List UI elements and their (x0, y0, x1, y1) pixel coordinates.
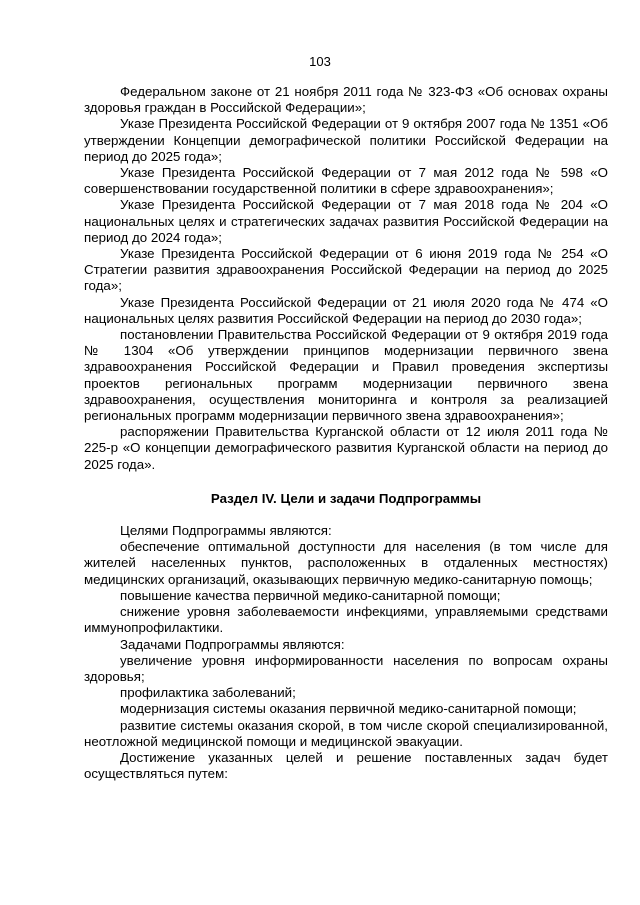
paragraph-task-emergency: развитие системы оказания скорой, в том числе скорой специализированной, неотложной медицинской помощи и медицинской эвакуации. (84, 717, 608, 749)
paragraph-order-225r: распоряжении Правительства Курганской области от 12 июля 2011 года № 225-р «О концепции демографического развития Курганской области на период до 2025 года». (84, 424, 608, 472)
paragraph-achievement: Достижение указанных целей и решение поставленных задач будет осуществляться путем: (84, 749, 608, 782)
section-heading: Раздел IV. Цели и задачи Подпрограммы (210, 490, 482, 506)
paragraph-resolution-1304: постановлении Правительства Российской Федерации от 9 октября 2019 года № 1304 «Об утверждении принципов модернизации первичного звена здравоохранения Российской Федерации и Правил проведения экспертизы проектов региональных программ модернизации первичного звена здравоохранения, осуществления мониторинга и контроля за реализацией региональных программ модернизации первичного звена здравоохранения»; (84, 327, 608, 424)
document-body (84, 84, 608, 782)
paragraph-goal-immunization: снижение уровня заболеваемости инфекциями, управляемыми средствами иммунопрофилактики. (84, 604, 608, 636)
paragraph-task-prevention: профилактика заболеваний; (120, 685, 296, 701)
paragraph-goal-availability: обеспечение оптимальной доступности для населения (в том числе для жителей населенных пунктов, расположенных в отдаленных местностях) медицинских организаций, оказывающих первичную медико-санитарную помощь; (84, 539, 608, 587)
paragraph-tasks-intro: Задачами Подпрограммы являются: (120, 636, 345, 652)
paragraph-task-awareness: увеличение уровня информированности населения по вопросам охраны здоровья; (84, 652, 608, 684)
paragraph-decree-254: Указе Президента Российской Федерации от 6 июня 2019 года № 254 «О Стратегии развития здравоохранения Российской Федерации на период до 2025 года»; (84, 246, 608, 294)
paragraph-goal-quality: повышение качества первичной медико-санитарной помощи; (120, 587, 501, 603)
paragraph-decree-204: Указе Президента Российской Федерации от 7 мая 2018 года № 204 «О национальных целях и стратегических задачах развития Российской Федерации на период до 2024 года»; (84, 197, 608, 245)
paragraph-decree-474: Указе Президента Российской Федерации от 21 июля 2020 года № 474 «О национальных целях развития Российской Федерации на период до 2030 года»; (84, 294, 608, 326)
paragraph-law-323: Федеральном законе от 21 ноября 2011 года № 323-ФЗ «Об основах охраны здоровья граждан в Российской Федерации»; (84, 84, 608, 116)
paragraph-decree-1351: Указе Президента Российской Федерации от 9 октября 2007 года № 1351 «Об утверждении Концепции демографической политики Российской Федерации на период до 2025 года»; (84, 116, 608, 164)
paragraph-goals-intro: Целями Подпрограммы являются: (120, 523, 332, 539)
paragraph-task-modernization: модернизация системы оказания первичной медико-санитарной помощи; (120, 701, 577, 717)
paragraph-decree-598: Указе Президента Российской Федерации от 7 мая 2012 года № 598 «О совершенствовании государственной политики в сфере здравоохранения»; (84, 165, 608, 197)
page-number: 103 (309, 54, 331, 69)
